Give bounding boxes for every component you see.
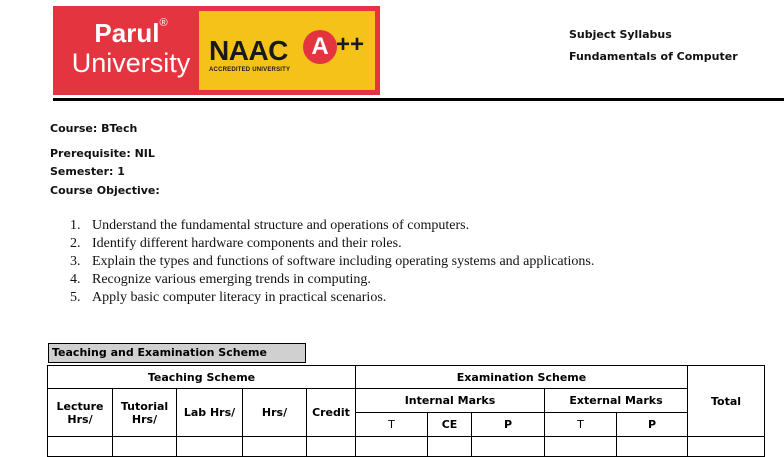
lecture-header: Lecture Hrs/	[48, 389, 113, 437]
semester-label: Semester: 1	[50, 165, 125, 178]
exam-scheme-header: Examination Scheme	[356, 366, 688, 389]
subject-title: Fundamentals of Computer	[569, 50, 738, 63]
doc-type-label: Subject Syllabus	[569, 28, 672, 41]
logo-text-line1: Parul®	[94, 17, 168, 48]
credit-header: Credit	[307, 389, 356, 437]
objective-item: 4. Recognize various emerging trends in computing.	[70, 272, 371, 287]
grade-plus: ++	[336, 31, 365, 58]
naac-subtitle: ACCREDITED UNIVERSITY	[209, 67, 291, 73]
internal-practical-header: P	[472, 413, 545, 437]
internal-ce-header: CE	[428, 413, 472, 437]
teaching-scheme-header: Teaching Scheme	[48, 366, 356, 389]
naac-title: NAAC	[209, 35, 288, 66]
naac-badge	[199, 11, 375, 90]
external-practical-header: P	[617, 413, 688, 437]
university-logo	[53, 6, 380, 95]
scheme-caption: Teaching and Examination Scheme	[48, 343, 306, 363]
external-theory-header: T	[545, 413, 617, 437]
grade-a-icon: A	[303, 30, 337, 64]
tutorial-header: Tutorial Hrs/	[113, 389, 177, 437]
objective-item: 5. Apply basic computer literacy in practical scenarios.	[70, 290, 387, 305]
course-label: Course: BTech	[50, 122, 138, 135]
lab-header: Lab Hrs/	[177, 389, 243, 437]
total-header: Total	[688, 366, 765, 437]
scheme-table	[47, 365, 765, 457]
objective-heading: Course Objective:	[50, 184, 160, 197]
objective-item: 1. Understand the fundamental structure and operations of computers.	[70, 218, 470, 233]
hrs-header: Hrs/	[243, 389, 307, 437]
header-divider	[53, 98, 784, 101]
external-marks-header: External Marks	[545, 389, 688, 413]
internal-theory-header: T	[356, 413, 428, 437]
internal-marks-header: Internal Marks	[356, 389, 545, 413]
objectives-list	[70, 217, 594, 307]
logo-text-line2: University	[71, 48, 191, 78]
objective-item: 2. Identify different hardware components and their roles.	[70, 236, 402, 251]
prerequisite-label: Prerequisite: NIL	[50, 147, 155, 160]
objective-item: 3. Explain the types and functions of software including operating systems and applications.	[70, 254, 595, 269]
